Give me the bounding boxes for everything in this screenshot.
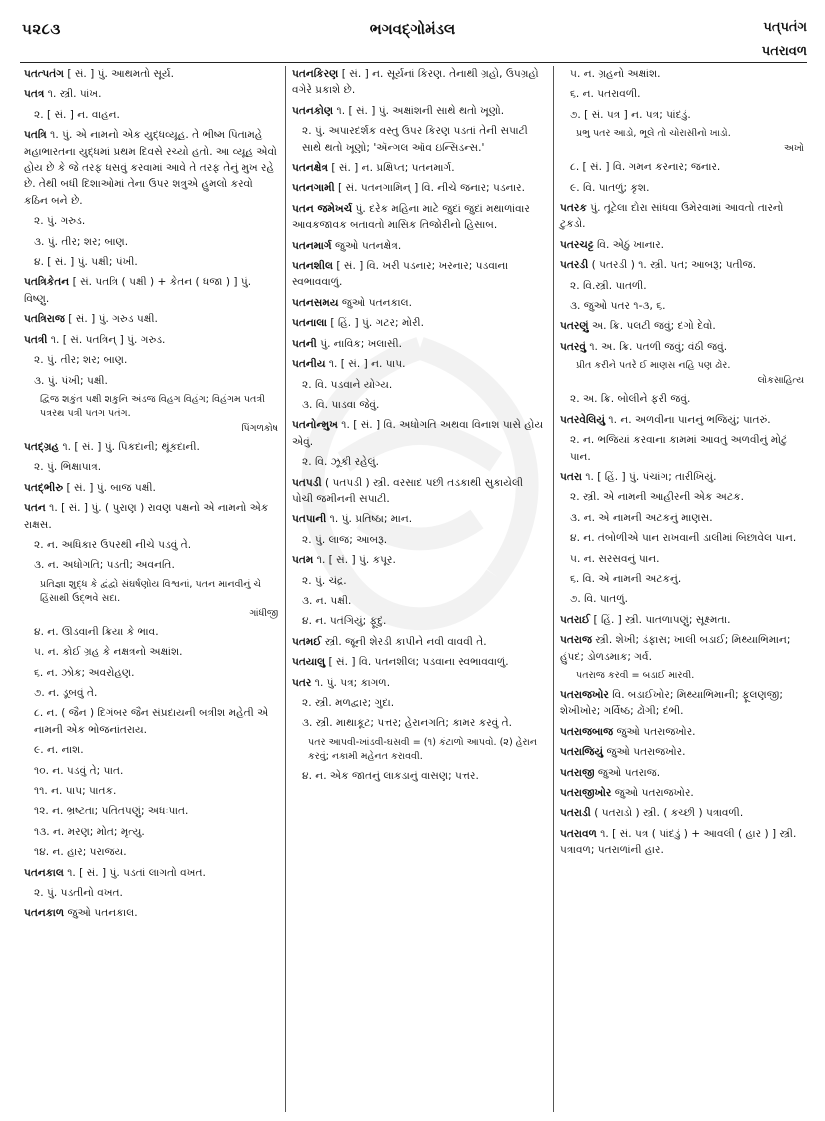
definition: વિ. એઠું ખાનાર. <box>593 238 665 251</box>
sense: ૨. અ. ક્રિ. બોલીને ફરી જવું. <box>570 393 691 406</box>
sense: ૨. પું. તીર; શર; બાણ. <box>34 354 128 367</box>
headword: પતરાજબાજ <box>560 725 614 738</box>
headword: પતત્ર <box>24 88 45 101</box>
entry <box>24 480 278 496</box>
sense: ૨. વિ. ઝૂકી રહેલું. <box>302 456 380 469</box>
headword: પતનાલા <box>292 317 327 330</box>
headword: પતનક્ષેત્ર <box>292 162 328 175</box>
entry <box>292 654 546 670</box>
entry <box>292 295 546 311</box>
headword: પતર <box>292 676 312 689</box>
sense: ૩. ન. અધોગતિ; પડતી; અવનતિ. <box>34 559 175 572</box>
entry <box>560 805 804 821</box>
entry <box>560 339 804 355</box>
definition: ૧. પું. પ્રતિષ્ઠા; માન. <box>326 513 413 526</box>
definition: ૧. [ સં. ] વિ. અધોગતિ અથવા વિનાશ પાસે હોય એવું. <box>292 419 544 448</box>
definition: ૧. [ સં. ] પું. કપૂર. <box>313 554 396 567</box>
quotation: પ્રભુ પતર આડો, ભૂલે તો ચોરાસીનો ખાડો. <box>576 128 731 140</box>
headword: પતરક <box>560 202 587 215</box>
sense: ૮. ન. ( જૈન ) દિગંબર જૈન સંપ્રદાયની બત્રીશ મહેતી એ નામની એક ભોજનાંતરાય. <box>34 707 269 736</box>
definition: ( પતપડી ) સ્ત્રી. વરસાદ પછી તડકાથી સુકાયેલી પોચી જમીનની સપાટી. <box>292 476 523 505</box>
entry <box>292 160 546 176</box>
entry <box>560 785 804 801</box>
headword: પતનકાલ <box>24 866 64 879</box>
page-title: ભગવદ્ગોમંડલ <box>369 20 456 38</box>
entry <box>292 201 546 234</box>
entry <box>24 905 278 921</box>
definition: [ હિં. ] સ્ત્રી. પાતળાપણું; સૂક્ષ્મતા. <box>590 613 731 626</box>
definition: [ સં. ] પું. ગરુડ પક્ષી. <box>64 313 158 326</box>
sense: ૯. વિ. પાતળું; કૃશ. <box>570 181 650 194</box>
headword: પતરાડી <box>560 807 591 820</box>
entry <box>292 475 546 508</box>
sense: ૨. ન. અધિકાર ઉપરથી નીચે પડવું તે. <box>34 538 192 551</box>
definition: [ હિં. ] પું. ગટર; મોરી. <box>327 317 424 330</box>
sense: ૩. જુઓ પતર ૧-૩, ૬. <box>570 300 666 313</box>
headword: પતદ્ગ્રહ <box>24 440 60 453</box>
sense: ૫. ન. કોઈ ગ્રહ કે નક્ષત્રનો અક્ષાંશ. <box>34 646 183 659</box>
headword: પતનકાળ <box>24 907 65 920</box>
quotation: પતર આપવી-ખાંડવી-ઘસવી = (૧) કંટાળો આપવો. (૨) હેરાન કરવું; નકામી મહેનત કરાવવી. <box>308 736 538 762</box>
sense: ૪. [ સં. ] પું. પક્ષી; પંખી. <box>34 256 138 269</box>
entry <box>560 744 804 760</box>
definition: જુઓ પતનક્ષેત્ર. <box>331 239 402 252</box>
definition: ૧. પું. પત્ર; કાગળ. <box>311 676 391 689</box>
sense: ૩. વિ. પાડવા જેવું. <box>302 398 380 411</box>
entry <box>560 687 804 720</box>
headword: પતત્રિ <box>24 129 47 142</box>
sense: ૧૪. ન. હાર; પરાજય. <box>34 846 127 859</box>
sense: ૨. પું. પડતીનો વખત. <box>34 887 123 900</box>
headword: પતરાજિયું <box>560 746 604 759</box>
sense: ૪. ન. તંબોળીએ પાન રાખવાની ડાલીમાં બિછાવેલ પાન. <box>570 532 797 545</box>
headword: પતપાની <box>292 513 327 526</box>
entry <box>292 356 546 372</box>
entry <box>24 274 278 307</box>
headword: પતનશીલ <box>292 260 333 273</box>
sense: ૩. ન. પક્ષી. <box>302 594 352 607</box>
definition: [ સં. ] પું. આથમતો સૂર્ય. <box>63 68 175 80</box>
entry <box>292 315 546 331</box>
sense: ૩. પું. તીર; શર; બાણ. <box>34 235 129 248</box>
sense: ૧૨. ન. ભ્રષ્ટતા; પતિતપણું; અધઃપાત. <box>34 805 189 818</box>
entry <box>292 258 546 291</box>
definition: [ સં. પતનગામિન્ ] વિ. નીચે જનાર; પડનાર. <box>334 182 526 195</box>
definition: ૧. [ સં. ] પું. પિકદાની; થૂંકદાની. <box>59 440 200 453</box>
sense: ૨. સ્ત્રી. મળદ્વાર; ગુદા. <box>302 697 395 709</box>
definition: ( પતરડી ) ૧. સ્ત્રી. પત; આબરૂ; પતીજ. <box>588 259 757 272</box>
entry <box>560 826 804 859</box>
entry <box>560 318 804 334</box>
definition: ૧. [ સં. ] ન. પાપ. <box>325 358 406 371</box>
definition: વિ. બડાઈખોર; મિથ્યાભિમાની; ફૂલણજી; શેખીખોર; ગર્વિષ્ઠ; ઢોંગી; દંભી. <box>560 688 783 718</box>
entry <box>292 180 546 196</box>
entry <box>292 634 546 650</box>
headword: પતનીય <box>292 358 326 371</box>
headword: પતરાજ <box>560 634 592 647</box>
entry <box>560 632 804 665</box>
entry <box>560 765 804 781</box>
entry <box>292 238 546 254</box>
column-3 <box>556 66 808 1112</box>
definition: ૧. [ સં. પતત્રિન્ ] પું. ગરુડ. <box>47 333 166 346</box>
definition: જુઓ પતરાજખોર. <box>611 787 694 799</box>
sense: ૭. [ સં. પત્ર ] ન. પત્ર; પાંદડું. <box>570 108 691 121</box>
column-1 <box>20 66 282 1112</box>
quotation-source: લોકસાહિત્ય <box>757 375 804 387</box>
entry <box>292 336 546 352</box>
entry <box>24 311 278 327</box>
entry <box>292 66 546 99</box>
headword: પતરાવળ <box>560 827 597 840</box>
sense: ૩. સ્ત્રી. માથાકૂટ; પત્તર; હેરાનગતિ; કામર કરવું તે. <box>302 717 513 730</box>
sense: ૯. ન. નાશ. <box>34 744 84 757</box>
definition: ૧. [ સં. ] પું. અક્ષાંશની સાથે થતો ખૂણો. <box>333 104 505 117</box>
headword: પતરાજખોર <box>560 688 609 701</box>
definition: જુઓ પતરાજખોર. <box>603 746 686 759</box>
sense: ૮. [ સં. ] વિ. ગમન કરનાર; જનાર. <box>570 161 721 174</box>
headword: પતરવું <box>560 340 586 353</box>
sense: ૫. ન. સરસવનું પાન. <box>570 552 660 565</box>
sense: ૧૦. ન. પડવું તે; પાત. <box>34 764 124 777</box>
definition: ૧. અ. ક્રિ. પતળી જવું; વંઠી જવું. <box>585 340 728 353</box>
headword: પતનકિરણ <box>292 68 339 80</box>
sense: ૬. ન. પતરાવળી. <box>570 88 641 101</box>
sense: ૨. પું. ચંદ્ર. <box>302 574 347 587</box>
definition: જુઓ પતનકાલ. <box>64 907 138 920</box>
headword: પતત્રિરાજ <box>24 313 65 326</box>
headword: પતરણું <box>560 320 589 333</box>
sense: ૭. વિ. પાતળું. <box>570 593 628 606</box>
definition: પું. દરેક મહિના માટે જુદાં જુદાં મથાળાંવાર આવકજાવક બતાવતો માસિક તિજોરીનો હિસાબ. <box>292 202 530 232</box>
headword: પતયાલુ <box>292 656 326 669</box>
entry <box>24 439 278 455</box>
entry <box>560 469 804 485</box>
definition: ૧. પું. એ નામનો એક યુદ્ધવ્યૂહ. તે ભીષ્મ પિતામહે મહાભારતના યુદ્ધમાં પ્રથમ દિવસે રચ્યો હતો. આ વ્યૂહ એવો હોય છે કે જે તરફ ધસવું કરવામાં આવે તે તરફ તેનું મુખ રહે છે. તેથી બધી દિશાઓમાં તેના ઉપર શત્રુએ હુમલો કરવો કઠિન બને છે. <box>24 129 277 207</box>
definition: [ સં. ] વિ. ખરી પડનાર; ખરનાર; પડવાના સ્વભાવવાળું. <box>292 260 509 289</box>
headword: પતનમાર્ગ <box>292 239 332 252</box>
quotation: પ્રતિજ્ઞા શુદ્ધ કે દ્વંદ્વો સંઘર્ષણોય વિશ્વનાં, પતન માનવીનું ચે હિંસાથી ઉદ્ભવે સદા. <box>40 578 262 604</box>
column-2 <box>288 66 550 1112</box>
headword: પતરવેલિયું <box>560 413 606 426</box>
definition: ૧. ન. અળવીના પાનનું ભજિયું; પાતરું. <box>605 413 771 426</box>
headword: પતપડી <box>292 476 322 489</box>
sense: ૨. [ સં. ] ન. વાહન. <box>34 108 120 121</box>
entry <box>292 417 546 450</box>
headword: પતત્રિકેતન <box>24 276 70 289</box>
entry <box>560 724 804 740</box>
definition: [ સં. પતત્રિ ( પક્ષી ) + કેતન ( ધજા ) ] પું. વિષ્ણુ. <box>24 276 252 305</box>
entry <box>24 66 278 82</box>
headword: પતરચટ્ટ <box>560 238 594 251</box>
headword: પતરા <box>560 470 582 483</box>
entry <box>560 612 804 628</box>
headword: પતની <box>292 337 317 350</box>
guide-word-bottom: પતરાવળ <box>761 44 807 59</box>
sense: ૨. સ્ત્રી. એ નામની આહીરની એક અટક. <box>570 491 744 504</box>
definition: ( પતરાડો ) સ્ત્રી. ( કચ્છી ) પત્રાવળી. <box>590 807 744 820</box>
definition: પું. તૂટેલા દોરા સાંધવા ઉમેરવામાં આવતો તારનો ટુકડો. <box>560 202 784 231</box>
sense: ૨. પું. ભિક્ષાપાત્ર. <box>34 461 102 474</box>
entry <box>292 103 546 119</box>
entry <box>24 127 278 209</box>
sense: ૧૧. ન. પાપ; પાતક. <box>34 785 117 797</box>
sense: ૪. ન. એક જાતનું લાકડાનું વાસણ; પત્તર. <box>302 769 479 782</box>
entry <box>24 86 278 102</box>
sense: ૬. વિ. એ નામની અટકનું. <box>570 572 682 585</box>
quotation: પતરાજ કરવી = બડાઈ મારવી. <box>576 669 695 681</box>
entry <box>24 865 278 881</box>
sense: ૪. ન. પતંગિયું; ફૂદું. <box>302 615 387 628</box>
sense: ૨. પું. લાજ; આબરૂ. <box>302 533 388 546</box>
headword: પતમ <box>292 554 314 567</box>
entry <box>292 552 546 568</box>
headword: પતનગામી <box>292 182 335 195</box>
definition: [ સં. ] પું. બાજ પક્ષી. <box>63 481 156 494</box>
headword: પતન જમેખર્ચ <box>292 202 353 215</box>
headword: પતરાજી <box>560 766 595 779</box>
definition: ૧. [ હિં. ] પું. પંચાંગ; તારીખિયું. <box>581 470 717 483</box>
definition: [ સં. ] ન. સૂર્યનાં કિરણ. તેનાથી ગ્રહો, ઉપગ્રહો વગેરે પ્રકાશે છે. <box>292 68 539 97</box>
quotation: દ્વિજ શકુંત પક્ષી શકુનિ અંડજ વિહગ વિહંગ; વિહંગમ પતત્રી પત્રરથ પત્રી પતગ પતંગ. <box>40 393 266 419</box>
definition: જુઓ પતરાજખોર. <box>613 725 696 738</box>
entry <box>560 237 804 253</box>
sense: ૨. વિ. પડવાને યોગ્ય. <box>302 378 393 391</box>
sense: ૩. ન. એ નામની અટકનું માણસ. <box>570 511 713 524</box>
entry <box>292 511 546 527</box>
headword: પતમઈ <box>292 635 322 648</box>
sense: ૪. ન. ઊડવાની ક્રિયા કે ભાવ. <box>34 625 159 638</box>
sense: ૫. ન. ગ્રહનો અક્ષાંશ. <box>570 68 661 80</box>
sense: ૨. વિ.સ્ત્રી. પાતળી. <box>570 279 647 292</box>
definition: ૧. [ સં. ] પું. ( પુરાણ ) રાવણ પક્ષનો એ નામનો એક રાક્ષસ. <box>24 502 269 531</box>
definition: પું. નાવિક; ખલાસી. <box>316 337 402 350</box>
definition: જુઓ પતરાજ. <box>594 766 661 779</box>
entry <box>560 412 804 428</box>
entry <box>560 200 804 233</box>
column-divider-1 <box>285 66 286 1112</box>
quotation-source: પિંગળકોષ <box>241 422 278 434</box>
quotation-source: ગાંધીજી <box>249 607 278 619</box>
headword: પતરાઈ <box>560 613 591 626</box>
sense: ૨. પું. અપારદર્શક વસ્તુ ઉપર કિરણ પડતાં તેની સપાટી સાથે થતો ખૂણો; 'ઍન્ગલ ઑવ ઇન્સિડન્સ.' <box>302 125 528 154</box>
headword: પતત્રી <box>24 333 48 346</box>
definition: ૧. સ્ત્રી. પાંખ. <box>44 88 102 101</box>
page-number: ૫૨૮૩ <box>22 20 61 38</box>
sense: ૬. ન. ઝોક; અવરોહણ. <box>34 666 135 679</box>
sense: ૨. ન. ભજિયાં કરવાના કામમાં આવતું અળવીનું મોટું પાન. <box>570 434 788 463</box>
headword: પતન <box>24 502 46 515</box>
quotation: પ્રીત કરીને પતરે ઈ માણસ નહિ પણ ઢોર. <box>576 360 731 372</box>
entry <box>292 675 546 691</box>
definition: [ સં. ] ન. પ્રક્ષિપ્ત; પતનમાર્ગ. <box>328 162 455 175</box>
headword: પતનોન્મુખ <box>292 419 338 432</box>
entry <box>560 257 804 273</box>
headword: પતનસમય <box>292 296 339 309</box>
headword: પતદ્ભીરુ <box>24 481 64 494</box>
entry <box>24 500 278 533</box>
headword: પતરડી <box>560 259 589 272</box>
sense: ૧૩. ન. મરણ; મોત; મૃત્યુ. <box>34 825 145 838</box>
headword: પતરાજીખોર <box>560 787 612 799</box>
definition: સ્ત્રી. શેખી; ડંફાસ; ખાલી બડાઈ; મિથ્યાભિમાન; હુંપદ; ડોળડમાક; ગર્વ. <box>560 634 791 663</box>
definition: [ સં. ] વિ. પતનશીલ; પડવાના સ્વભાવવાળું. <box>325 656 509 669</box>
page-header <box>0 0 825 66</box>
sense: ૩. પું. પંખી; પક્ષી. <box>34 374 108 387</box>
definition: ૧. [ સં. ] પું. પડતાં લાગતો વખત. <box>63 866 206 879</box>
definition: ૧. [ સં. પત્ર ( પાંદડું ) + આવલી ( હાર ) ] સ્ત્રી. પત્રાવળ; પતરાળાંની હાર. <box>560 827 797 857</box>
entry <box>24 332 278 348</box>
headword: પતત્પતંગ <box>24 68 64 80</box>
sense: ૭. ન. ડૂબવું તે. <box>34 686 98 699</box>
definition: સ્ત્રી. જૂની શેરડી કાપીને નવી વાવવી તે. <box>321 635 487 648</box>
sense: ૨. પું. ગરુડ. <box>34 215 86 228</box>
column-divider-2 <box>553 66 554 1112</box>
quotation-source: અખો <box>784 143 804 155</box>
headword: પતનકોણ <box>292 104 334 117</box>
header-rule <box>20 62 807 63</box>
definition: અ. ક્રિ. પલટી જવું; દગો દેવો. <box>588 320 716 333</box>
guide-word-top: પત્‌પતંગ <box>763 20 807 35</box>
definition: જુઓ પતનકાલ. <box>338 296 413 309</box>
